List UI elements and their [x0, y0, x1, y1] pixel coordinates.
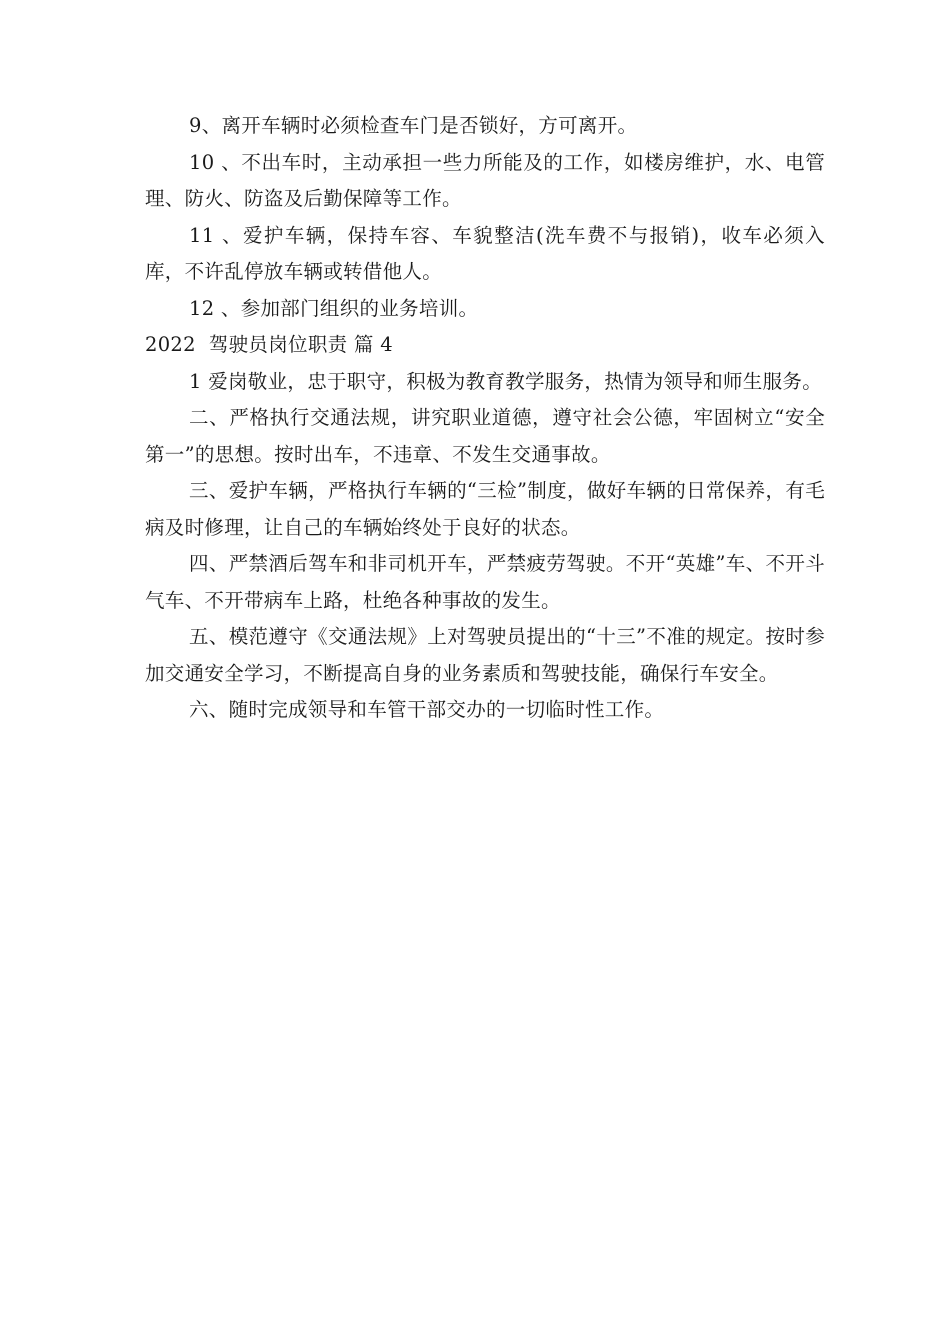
paragraph-item-10: 10 、不出车时，主动承担一些力所能及的工作，如楼房维护，水、电管理、防火、防盗及后勤保障等工作。	[145, 150, 825, 210]
paragraph-duty-1: 1 爱岗敬业，忠于职守，积极为教育教学服务，热情为领导和师生服务。	[189, 369, 823, 393]
paragraph-duty-4: 四、严禁酒后驾车和非司机开车，严禁疲劳驾驶。不开“英雄”车、不开斗气车、不开带病车上路，杜绝各种事故的发生。	[145, 552, 825, 612]
paragraph-duty-6: 六、随时完成领导和车管干部交办的一切临时性工作。	[189, 698, 665, 721]
paragraph-duty-2: 二、严格执行交通法规，讲究职业道德，遵守社会公德，牢固树立“安全第一”的思想。按时出车，不违章、不发生交通事故。	[145, 406, 825, 466]
paragraph-item-12: 12 、参加部门组织的业务培训。	[189, 296, 479, 320]
paragraph-duty-3: 三、爱护车辆，严格执行车辆的“三检”制度，做好车辆的日常保养，有毛病及时修理，让自己的车辆始终处于良好的状态。	[145, 479, 825, 539]
section-heading: 2022 驾驶员岗位职责 篇 4	[145, 333, 393, 356]
paragraph-item-11: 11 、爱护车辆，保持车容、车貌整洁(洗车费不与报销)，收车必须入库，不许乱停放车辆或转借他人。	[145, 223, 825, 283]
document-body	[145, 108, 825, 729]
paragraph-item-9: 9、离开车辆时必须检查车门是否锁好，方可离开。	[189, 114, 638, 137]
paragraph-duty-5: 五、模范遵守《交通法规》上对驾驶员提出的“十三”不准的规定。按时参加交通安全学习，不断提高自身的业务素质和驾驶技能，确保行车安全。	[145, 625, 825, 685]
